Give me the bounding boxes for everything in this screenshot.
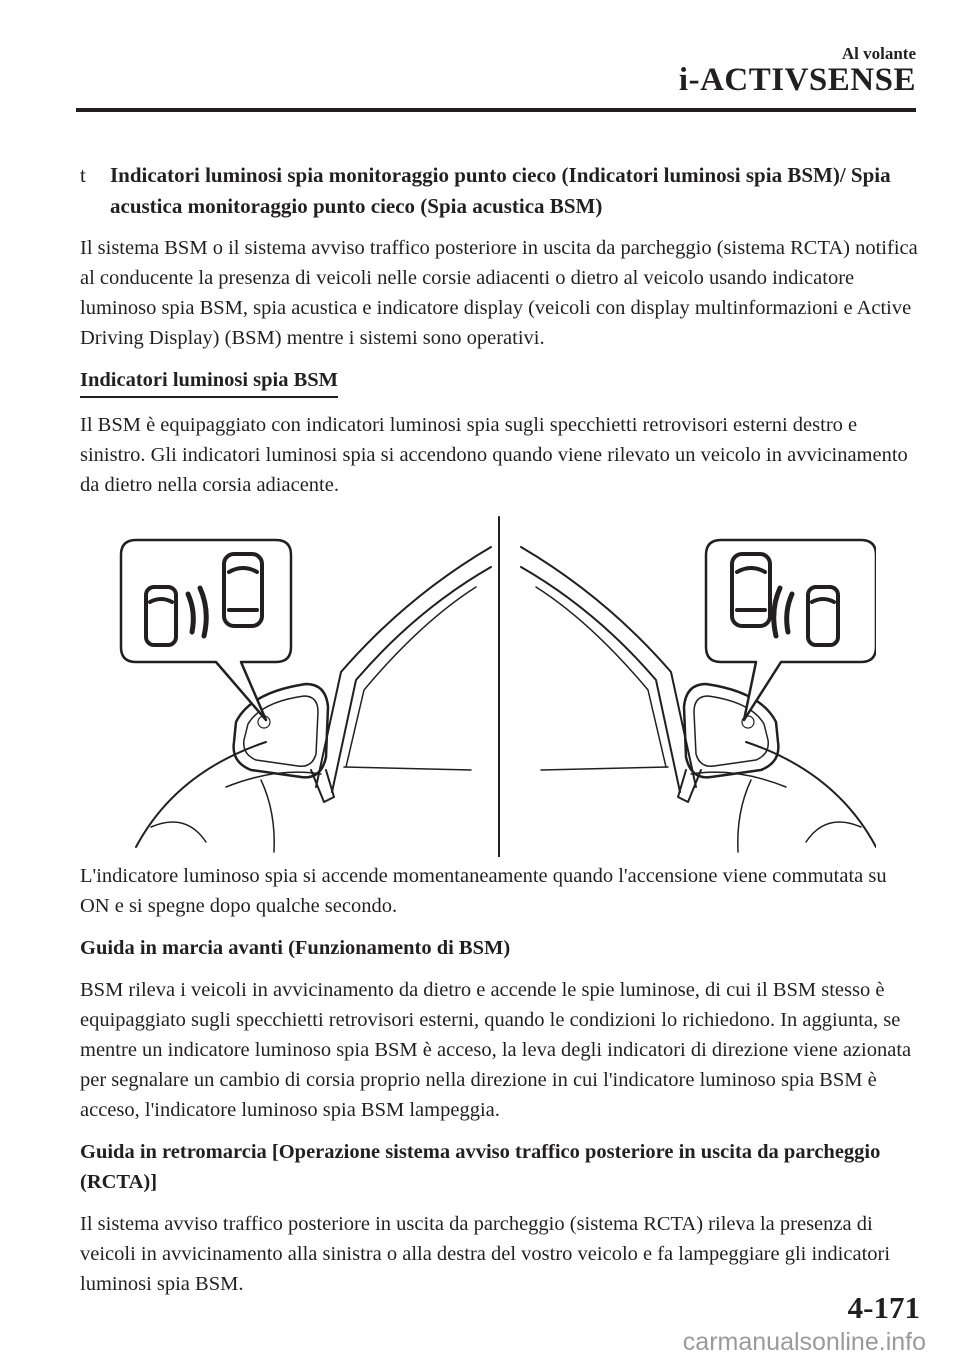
header-chapter: Al volante [841,44,916,63]
left-callout [121,540,291,720]
bsm-mirror-illustration [76,512,876,857]
subsection-reverse-text: Il sistema avviso traffico posteriore in uscita da parcheggio (sistema RCTA) rileva la presenza di veicoli in avvicinamento alla sinistra o alla destra del vostro veicolo e fa lampeggiare gli indicatori luminosi spia BSM. [80,1213,891,1295]
subsection-bsm-lights-text: Il BSM è equipaggiato con indicatori luminosi spia sugli specchietti retrovisori esterni destro e sinistro. Gli indicatori luminosi spia si accendono quando viene rilevato un veicolo in avvicinamento da dietro nella corsia adiacente. [80,414,908,496]
subsection-forward-text: BSM rileva i veicoli in avvicinamento da dietro e accende le spie luminose, di cui il BSM stesso è equipaggiato sugli specchietti retrovisori esterni, quando le condizioni lo richiedono. In aggiunta, se mentre un indicatore luminoso spia BSM è acceso, la leva degli indicatori di direzione viene azionata per segnalare un cambio di corsia proprio nella direzione in cui l'indicatore luminoso spia BSM è acceso, l'indicatore luminoso spia BSM lampeggia. [80,979,912,1121]
subsection-heading-bsm-lights: Indicatori luminosi spia BSM [80,366,338,398]
header-section-title: i-ACTIVSENSE [678,62,916,98]
section-title [80,160,920,222]
page-content [80,160,920,1311]
watermark: carmanualsonline.info [682,1328,926,1356]
after-figure-paragraph: L'indicatore luminoso spia si accende momentaneamente quando l'accensione viene commutata su ON e si spegne dopo qualche secondo. [80,865,887,917]
header-rule [76,108,916,112]
subsection-heading-reverse: Guida in retromarcia [Operazione sistema avviso traffico posteriore in uscita da parcheggio (RCTA)] [80,1141,881,1193]
section-title-text: Indicatori luminosi spia monitoraggio punto cieco (Indicatori luminosi spia BSM)/ Spia acustica monitoraggio punto cieco (Spia acustica BSM) [110,163,891,218]
intro-paragraph: Il sistema BSM o il sistema avviso traffico posteriore in uscita da parcheggio (sistema RCTA) notifica al conducente la presenza di veicoli nelle corsie adiacenti o dietro al veicolo usando indicatore luminoso spia BSM, spia acustica e indicatore display (veicoli con display multinformazioni e Active Driving Display) (BSM) mentre i sistemi sono operativi. [80,237,918,349]
right-callout [706,540,876,720]
page-number: 4-171 [847,1290,920,1325]
section-marker: t [80,163,86,187]
subsection-heading-forward: Guida in marcia avanti (Funzionamento di BSM) [80,937,511,959]
right-mirror [678,684,778,802]
